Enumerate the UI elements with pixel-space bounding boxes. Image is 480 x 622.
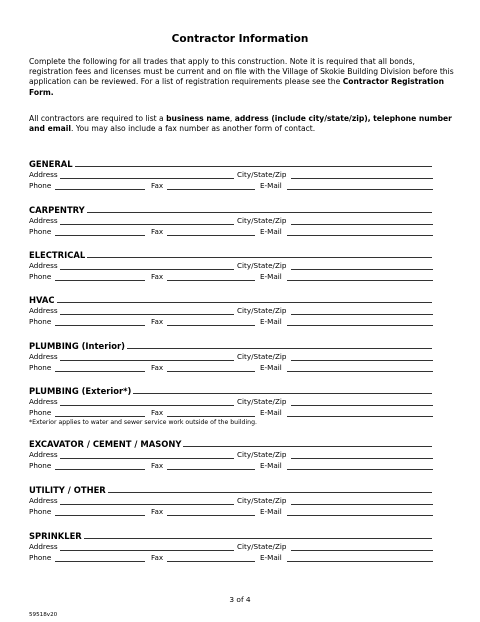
contractor-section (29, 530, 449, 564)
fax-field[interactable] (167, 371, 255, 372)
section-title-row (29, 484, 449, 496)
contractor-section (29, 249, 449, 283)
city-state-zip-label: City/State/Zip (237, 352, 287, 361)
address-label: Address (29, 496, 58, 505)
phone-label: Phone (29, 272, 52, 281)
address-field[interactable] (60, 360, 234, 361)
requirement-post: . You may also include a fax number as another form of contact. (71, 124, 316, 134)
phone-row (29, 553, 449, 564)
email-field[interactable] (287, 561, 433, 562)
email-label: E-Mail (260, 553, 282, 562)
address-field[interactable] (60, 550, 234, 551)
section-title: ELECTRICAL (29, 250, 86, 260)
city-state-zip-label: City/State/Zip (237, 397, 287, 406)
email-field[interactable] (287, 371, 433, 372)
city-state-zip-field[interactable] (291, 550, 433, 551)
section-title: PLUMBING (Interior) (29, 341, 125, 351)
address-field[interactable] (60, 178, 234, 179)
phone-row (29, 408, 449, 419)
email-label: E-Mail (260, 181, 282, 190)
contractor-section (29, 438, 449, 472)
city-state-zip-label: City/State/Zip (237, 542, 287, 551)
requirement-phone-email: telephone number and email (29, 114, 452, 134)
email-label: E-Mail (260, 363, 282, 372)
address-row (29, 352, 449, 363)
contractor-section (29, 294, 449, 328)
city-state-zip-field[interactable] (291, 458, 433, 459)
section-title-row (29, 204, 449, 216)
address-label: Address (29, 306, 58, 315)
fax-field[interactable] (167, 325, 255, 326)
business-name-field[interactable] (75, 158, 432, 167)
fax-label: Fax (151, 507, 164, 516)
contractor-section (29, 385, 449, 428)
email-field[interactable] (287, 189, 433, 190)
phone-field[interactable] (55, 416, 145, 417)
fax-label: Fax (151, 553, 164, 562)
email-label: E-Mail (260, 461, 282, 470)
address-field[interactable] (60, 269, 234, 270)
business-name-field[interactable] (183, 438, 432, 447)
email-label: E-Mail (260, 507, 282, 516)
phone-field[interactable] (55, 235, 145, 236)
city-state-zip-field[interactable] (291, 224, 433, 225)
phone-field[interactable] (55, 189, 145, 190)
email-field[interactable] (287, 325, 433, 326)
phone-label: Phone (29, 408, 52, 417)
city-state-zip-field[interactable] (291, 504, 433, 505)
city-state-zip-label: City/State/Zip (237, 170, 287, 179)
city-state-zip-field[interactable] (291, 178, 433, 179)
address-row (29, 496, 449, 507)
section-title-row (29, 438, 449, 450)
section-title-row (29, 249, 449, 261)
address-row (29, 261, 449, 272)
address-label: Address (29, 216, 58, 225)
city-state-zip-label: City/State/Zip (237, 261, 287, 270)
fax-label: Fax (151, 461, 164, 470)
page-title: Contractor Information (171, 33, 309, 45)
contractor-section (29, 484, 449, 518)
phone-field[interactable] (55, 280, 145, 281)
fax-label: Fax (151, 272, 164, 281)
address-label: Address (29, 261, 58, 270)
phone-label: Phone (29, 181, 52, 190)
phone-label: Phone (29, 227, 52, 236)
email-label: E-Mail (260, 317, 282, 326)
fax-field[interactable] (167, 515, 255, 516)
business-name-field[interactable] (87, 249, 432, 258)
address-row (29, 170, 449, 181)
city-state-zip-field[interactable] (291, 269, 433, 270)
phone-row (29, 227, 449, 238)
fax-field[interactable] (167, 189, 255, 190)
business-name-field[interactable] (87, 204, 432, 213)
section-title-row (29, 294, 449, 306)
section-title: EXCAVATOR / CEMENT / MASONY (29, 439, 182, 449)
phone-label: Phone (29, 363, 52, 372)
fax-field[interactable] (167, 469, 255, 470)
city-state-zip-field[interactable] (291, 314, 433, 315)
contractor-section (29, 158, 449, 192)
email-label: E-Mail (260, 227, 282, 236)
contractor-section (29, 340, 449, 374)
section-title: CARPENTRY (29, 205, 85, 215)
phone-row (29, 181, 449, 192)
fax-label: Fax (151, 317, 164, 326)
city-state-zip-field[interactable] (291, 360, 433, 361)
email-label: E-Mail (260, 272, 282, 281)
email-field[interactable] (287, 515, 433, 516)
exterior-note: *Exterior applies to water and sewer service work outside of the building. (29, 419, 257, 426)
requirement-business-name: business name (166, 114, 230, 123)
phone-row (29, 317, 449, 328)
phone-row (29, 507, 449, 518)
address-row (29, 216, 449, 227)
section-title: UTILITY / OTHER (29, 485, 106, 495)
section-title-row (29, 158, 449, 170)
business-name-field[interactable] (108, 484, 432, 493)
address-field[interactable] (60, 224, 234, 225)
phone-row (29, 461, 449, 472)
phone-row (29, 272, 449, 283)
section-title-row (29, 530, 449, 542)
phone-field[interactable] (55, 469, 145, 470)
phone-field[interactable] (55, 325, 145, 326)
fax-label: Fax (151, 408, 164, 417)
phone-field[interactable] (55, 515, 145, 516)
requirement-sep: , (229, 114, 235, 123)
address-label: Address (29, 542, 58, 551)
phone-field[interactable] (55, 561, 145, 562)
phone-label: Phone (29, 461, 52, 470)
email-field[interactable] (287, 469, 433, 470)
fax-field[interactable] (167, 280, 255, 281)
email-field[interactable] (287, 416, 433, 417)
section-title: HVAC (29, 295, 55, 305)
business-name-field[interactable] (57, 294, 432, 303)
city-state-zip-field[interactable] (291, 405, 433, 406)
email-field[interactable] (287, 235, 433, 236)
address-label: Address (29, 397, 58, 406)
phone-label: Phone (29, 553, 52, 562)
city-state-zip-label: City/State/Zip (237, 496, 287, 505)
fax-field[interactable] (167, 235, 255, 236)
address-row (29, 397, 449, 408)
fax-field[interactable] (167, 416, 255, 417)
address-field[interactable] (60, 504, 234, 505)
contractor-section (29, 204, 449, 238)
address-field[interactable] (60, 458, 234, 459)
business-name-field[interactable] (133, 385, 432, 394)
section-title-row (29, 385, 449, 397)
requirement-paragraph (29, 114, 454, 134)
address-label: Address (29, 450, 58, 459)
requirement-pre: All contractors are required to list a (29, 114, 167, 123)
business-name-field[interactable] (127, 340, 432, 349)
address-row (29, 542, 449, 553)
address-field[interactable] (60, 405, 234, 406)
address-label: Address (29, 170, 58, 179)
section-title-row (29, 340, 449, 352)
email-field[interactable] (287, 280, 433, 281)
intro-form-reference: Contractor Registration Form. (29, 77, 445, 97)
requirement-address: address (include city/state/zip), (234, 114, 371, 123)
city-state-zip-label: City/State/Zip (237, 450, 287, 459)
city-state-zip-label: City/State/Zip (237, 216, 287, 225)
section-title: PLUMBING (Exterior*) (29, 386, 132, 396)
business-name-field[interactable] (84, 530, 432, 539)
fax-label: Fax (151, 363, 164, 372)
page-number: 3 of 4 (229, 595, 251, 604)
fax-label: Fax (151, 181, 164, 190)
form-code: 59518v20 (29, 612, 58, 618)
phone-row (29, 363, 449, 374)
address-row (29, 306, 449, 317)
phone-label: Phone (29, 317, 52, 326)
intro-text: Complete the following for all trades that apply to this construction. Note it is required that all bonds, registration fees and licenses must be current and on file with the Village of Skokie Building Division before this application can be reviewed. For a list of registration requirements please see the (29, 57, 454, 87)
section-title: SPRINKLER (29, 531, 82, 541)
fax-field[interactable] (167, 561, 255, 562)
phone-label: Phone (29, 507, 52, 516)
address-row (29, 450, 449, 461)
email-label: E-Mail (260, 408, 282, 417)
phone-field[interactable] (55, 371, 145, 372)
city-state-zip-label: City/State/Zip (237, 306, 287, 315)
fax-label: Fax (151, 227, 164, 236)
address-label: Address (29, 352, 58, 361)
address-field[interactable] (60, 314, 234, 315)
intro-paragraph (29, 57, 454, 98)
section-title: GENERAL (29, 159, 73, 169)
